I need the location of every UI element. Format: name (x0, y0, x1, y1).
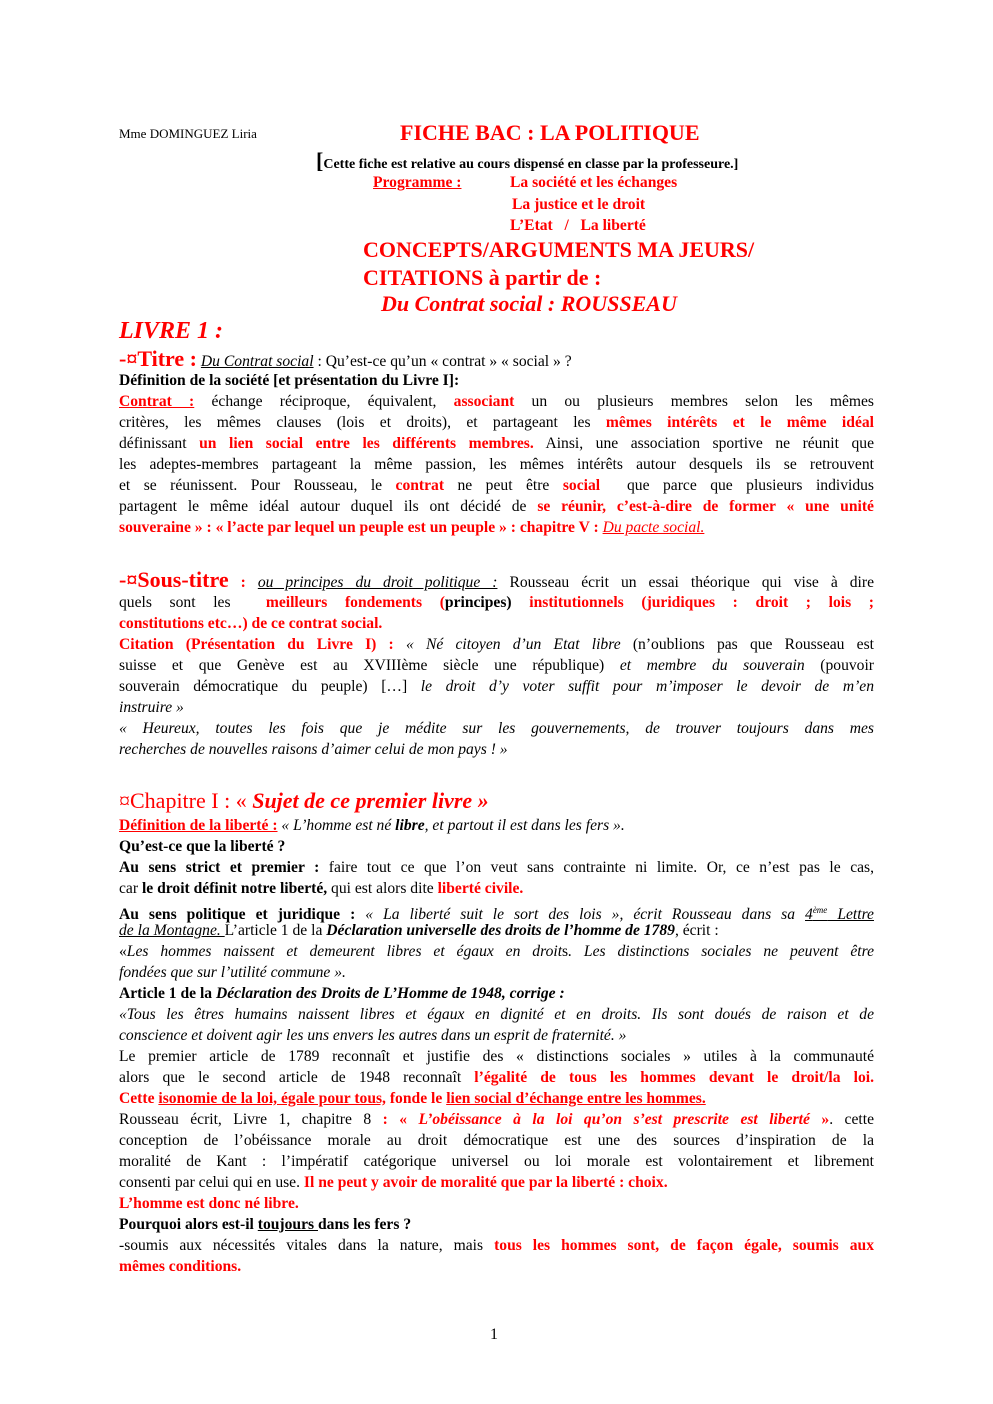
paragraph-line: les adeptes-membres partageant la même passion, les mêmes intérêts autour desquels ils se retrouvent (119, 456, 874, 473)
quote-line: «Tous les êtres humains naissent libres et égaux en dignité et en droits. Ils sont doués de raison et de (119, 1006, 874, 1023)
note-bracket: [ (316, 148, 324, 173)
paragraph-line: conception de l’obéissance morale au droit démocratique est une des sources d’inspiration de la (119, 1132, 874, 1149)
concepts-heading-line1: CONCEPTS/ARGUMENTS MA JEURS/ (363, 237, 755, 262)
concepts-heading-line2: CITATIONS à partir de : (363, 265, 602, 290)
question-heading: Qu’est-ce que la liberté ? (119, 838, 286, 855)
quote-line: recherches de nouvelles raisons d’aimer celui de mon pays ! » (119, 741, 508, 758)
paragraph-line: car le droit définit notre liberté, qui est alors dite liberté civile. (119, 880, 524, 897)
paragraph-line: Rousseau écrit, Livre 1, chapitre 8 : « L’obéissance à la loi qu’on s’est prescrite est liberté ». cette (119, 1111, 874, 1128)
paragraph-line: partagent le même idéal autour duquel ils ont décidé de se réunir, c’est-à-dire de former « une unité (119, 498, 874, 515)
paragraph-line: de la Montagne. L’article 1 de la Déclaration universelle des droits de l’homme de 1789, écrit : (119, 922, 719, 939)
paragraph-line: suisse et que Genève est au XVIIIème siècle une république) et membre du souverain (pouvoir (119, 657, 874, 674)
paragraph-line: définissant un lien social entre les différents membres. Ainsi, une association sportive ne réunit que (119, 435, 874, 452)
paragraph-line: Cette isonomie de la loi, égale pour tous, fonde le lien social d’échange entre les hommes. (119, 1090, 706, 1107)
paragraph-line: souverain démocratique du peuple) […] le droit d’y voter suffit pour m’imposer le devoir de m’en (119, 678, 874, 695)
chapitre-heading: ¤Chapitre I : « Sujet de ce premier livre » (119, 788, 489, 813)
paragraph-line: Au sens politique et juridique : « La liberté suit le sort des lois », écrit Rousseau dans sa 4ème Lettre (119, 905, 874, 924)
article-heading: Article 1 de la Déclaration des Droits de L’Homme de 1948, corrige : (119, 985, 565, 1002)
document-title: FICHE BAC : LA POLITIQUE (400, 120, 700, 145)
quote-line: conscience et doivent agir les uns envers les autres dans un esprit de fraternité. » (119, 1027, 627, 1044)
section-marker: -¤ (119, 346, 138, 371)
programme-item: L’Etat / La liberté (510, 217, 646, 234)
quote-line: « Heureux, toutes les fois que je médite sur les gouvernements, de trouver toujours dans mes (119, 720, 874, 737)
programme-item: La justice et le droit (512, 196, 646, 213)
paragraph-line: instruire » (119, 699, 184, 716)
paragraph-line: fondées que sur l’utilité commune ». (119, 964, 346, 981)
paragraph-line: Citation (Présentation du Livre I) : « Né citoyen d’un Etat libre (n’oublions pas que Rousseau est (119, 636, 874, 653)
paragraph-line: souveraine » : « l’acte par lequel un peuple est un peuple » : chapitre V : Du pacte social. (119, 519, 705, 536)
why-heading: Pourquoi alors est-il toujours dans les fers ? (119, 1216, 412, 1233)
source-work: Du Contrat social : ROUSSEAU (381, 291, 677, 316)
titre-label: Titre : (137, 346, 198, 371)
titre-line (119, 347, 572, 374)
paragraph-line: alors que le second article de 1948 reconnaît l’égalité de tous les hommes devant le droit/la loi. (119, 1069, 874, 1086)
paragraph-line: «Les hommes naissent et demeurent libres et égaux en droits. Les distinctions sociales ne peuvent être (119, 943, 874, 960)
paragraph-line: Le premier article de 1789 reconnaît et justifie des « distinctions sociales » utiles à la communauté (119, 1048, 874, 1065)
paragraph-line: L’homme est donc né libre. (119, 1195, 299, 1212)
work-title: Du Contrat social (200, 353, 314, 370)
paragraph-line: et se réunissent. Pour Rousseau, le contrat ne peut être social que parce que plusieurs individus (119, 477, 874, 494)
paragraph-line: Au sens strict et premier : faire tout ce que l’on veut sans contrainte ni limite. Or, ce n’est pas le cas, (119, 859, 875, 876)
paragraph-line: moralité de Kant : l’impératif catégorique universel ou loi morale est volontairement et librement (119, 1153, 874, 1170)
titre-question: : Qu’est-ce qu’un « contrat » « social » ? (313, 353, 572, 370)
page-number: 1 (490, 1326, 498, 1343)
note-text: Cette fiche est relative au cours dispensé en classe par la professeure.] (323, 157, 739, 172)
paragraph-line: -soumis aux nécessités vitales dans la nature, mais tous les hommes sont, de façon égale, soumis aux (119, 1237, 874, 1254)
definition-heading: Définition de la société [et présentation du Livre I]: (119, 372, 460, 389)
paragraph-line: mêmes conditions. (119, 1258, 242, 1275)
author-name: Mme DOMINGUEZ Liria (119, 126, 257, 141)
programme-label: Programme : (373, 174, 462, 191)
paragraph-line: consenti par celui qui en use. Il ne peut y avoir de moralité que par la liberté : choix. (119, 1174, 668, 1191)
paragraph-line: critères, les mêmes clauses (lois et droits), et partageant les mêmes intérêts et le même idéal (119, 414, 874, 431)
programme-item: La société et les échanges (510, 174, 678, 191)
paragraph-line: constitutions etc…) de ce contrat social. (119, 615, 383, 632)
paragraph-line: Contrat : échange réciproque, équivalent, associant un ou plusieurs membres selon les mêmes (119, 393, 874, 410)
liberty-definition: Définition de la liberté : « L’homme est né libre, et partout il est dans les fers ». (119, 817, 625, 834)
sous-titre-line: -¤Sous-titre : ou principes du droit politique : Rousseau écrit un essai théorique qui vise à dire (119, 567, 874, 592)
livre-heading: LIVRE 1 : (119, 318, 224, 344)
paragraph-line: quels sont les meilleurs fondements (principes) institutionnels (juridiques : droit ; lois ; (119, 594, 874, 611)
